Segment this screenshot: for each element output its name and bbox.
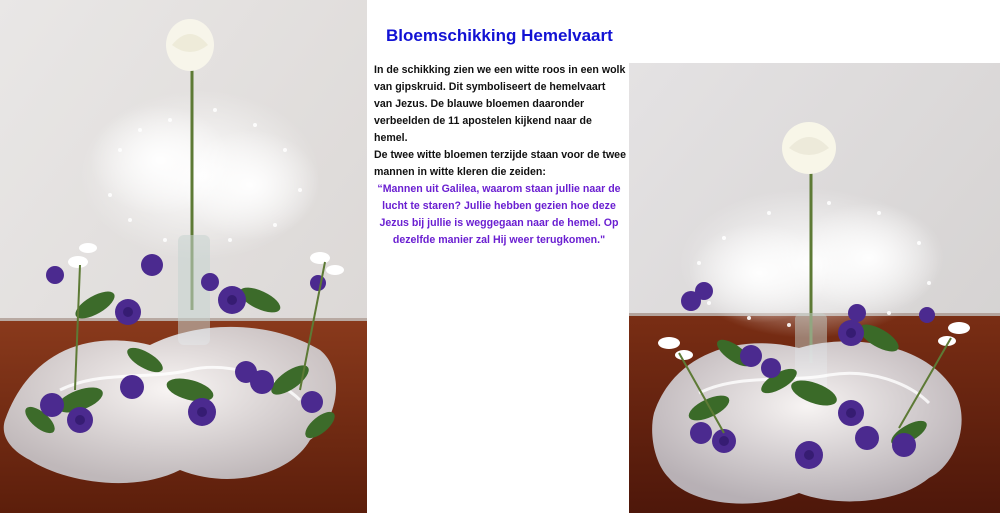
intro-quote-paragraph: De twee witte bloemen terzijde staan voor de twee mannen in witte kleren die zeiden: (374, 149, 626, 178)
bible-quote: “Mannen uit Galilea, waarom staan jullie naar de lucht te staren? Jullie hebben gezien hoe deze Jezus bij jullie is weggegaan naar de hemel. Op dezelfde manier zal Hij weer terugkomen." (377, 183, 621, 246)
arrangement-photo-right-image (629, 63, 1000, 513)
description-paragraph: In de schikking zien we een witte roos in een wolk van gipskruid. Dit symboliseert de hemelvaart van Jezus. De blauwe bloemen daaronder verbeelden de 11 apostelen kijkend naar de hemel. (374, 64, 626, 144)
arrangement-photo-left-image (0, 0, 367, 513)
page-title: Bloemschikking Hemelvaart (386, 26, 613, 45)
arrangement-photo-left (0, 0, 367, 513)
arrangement-photo-right (629, 63, 1000, 513)
